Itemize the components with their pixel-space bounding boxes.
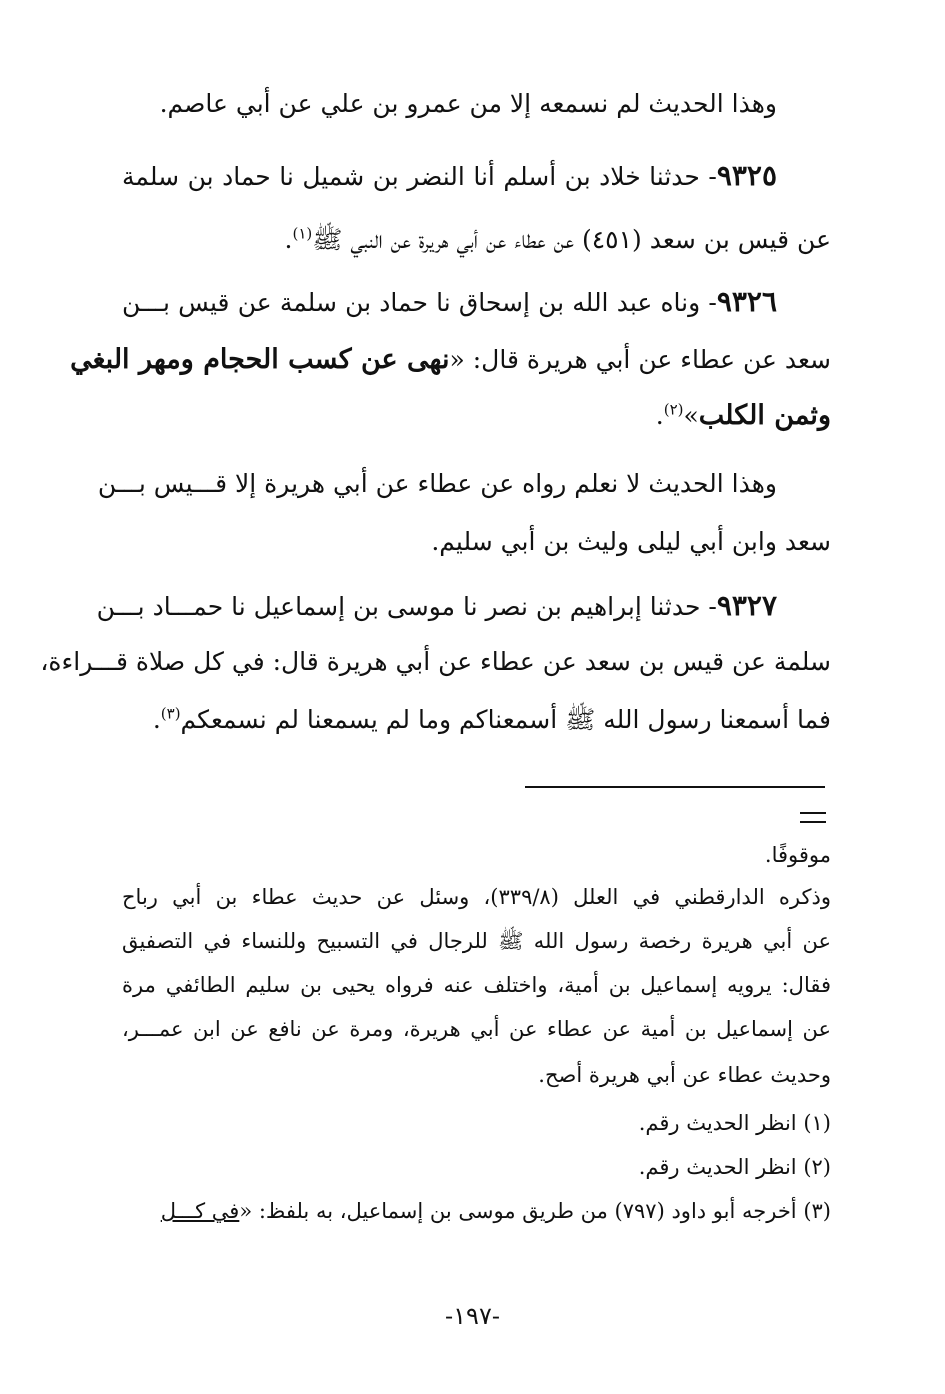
footnote-text: (١) انظر الحديث رقم. <box>638 1111 831 1135</box>
hadith-9327-line-2 <box>40 642 831 682</box>
hadith-matn-bold: وثمن الكلب <box>698 400 831 431</box>
footnote-text: فقال: يرويه إسماعيل بن أمية، واختلف عنه فرواه يحيى بن سليم الطائفي مرة <box>122 973 831 997</box>
hadith-text: فما أسمعنا رسول الله ﷺ أسمعناكم وما لم يسمعنا لم نسمعكم <box>180 705 831 734</box>
hadith-text: سعد عن عطاء عن أبي هريرة قال: « <box>449 345 831 374</box>
hadith-text: سلمة عن قيس بن سعد عن عطاء عن أبي هريرة قال: في كل صلاة قـــراءة، <box>40 647 831 676</box>
footnote-cont-line-3 <box>122 968 831 1002</box>
footnote-text: وذكره الدارقطني في العلل (٣٣٩/٨)، وسئل عن حديث عطاء بن أبي رباح <box>122 885 831 909</box>
hadith-matn-bold: نهى عن كسب الحجام ومهر البغي <box>70 344 450 375</box>
intro-text: وهذا الحديث لم نسمعه إلا من عمرو بن علي عن أبي عاصم. <box>159 89 777 118</box>
hadith-text: - حدثنا خلاد بن أسلم أنا النضر بن شميل نا حماد بن سلمة <box>122 162 717 191</box>
footnote-text: (٣) أخرجه أبو داود (٧٩٧) من طريق موسى بن إسماعيل، به بلفظ: « <box>239 1199 831 1223</box>
comment-text: سعد وابن أبي ليلى وليث بن أبي سليم. <box>431 527 831 556</box>
footnote-text: عن أبي هريرة رخصة رسول الله ﷺ للرجال في التسبيح وللنساء في التصفيق <box>122 929 831 953</box>
footnote-text: وحديث عطاء عن أبي هريرة أصح. <box>538 1063 831 1087</box>
hadith-9326-line-3 <box>122 396 831 436</box>
footnote-text: موقوفًا. <box>764 843 831 867</box>
intro-line <box>122 84 777 124</box>
quote-close: » <box>683 401 699 430</box>
footnote-continued <box>122 838 831 872</box>
hadith-text: - وناه عبد الله بن إسحاق نا حماد بن سلمة عن قيس بـــن <box>122 288 717 317</box>
comment-line-2 <box>122 522 831 562</box>
footnote-2 <box>122 1150 831 1184</box>
footnote-3 <box>122 1194 831 1228</box>
continuation-mark <box>800 812 826 823</box>
punctuation: . <box>284 225 293 254</box>
footnote-cont-line-5 <box>122 1058 831 1092</box>
hadith-text: - حدثنا إبراهيم بن نصر نا موسى بن إسماعيل نا حمـــاد بـــن <box>96 592 717 621</box>
hadith-number: ٩٣٢٦ <box>716 285 777 318</box>
punctuation: . <box>655 401 664 430</box>
hadith-number: ٩٣٢٧ <box>716 589 777 622</box>
punctuation: . <box>152 705 161 734</box>
hadith-9325-line-1 <box>122 156 777 197</box>
footnote-marker: (٣) <box>160 704 181 723</box>
hadith-9327-line-3 <box>122 700 831 740</box>
hadith-9326-line-2 <box>70 340 831 380</box>
hadith-text: عن قيس بن سعد (٤٥١) عن عطاء عن أبي هريرة عن النبي ﷺ <box>312 225 831 254</box>
hadith-9325-line-2 <box>122 220 831 260</box>
footnote-text: عن إسماعيل بن أمية عن عطاء عن أبي هريرة، ومرة عن نافع عن ابن عمـــر، <box>122 1017 831 1041</box>
footnote-cont-line-1 <box>122 880 831 914</box>
footnote-marker: (٢) <box>663 400 684 419</box>
page-number: -١٩٧- <box>445 1302 500 1330</box>
footnote-cont-line-2 <box>122 924 831 958</box>
footnote-text: (٢) انظر الحديث رقم. <box>638 1155 831 1179</box>
comment-text: وهذا الحديث لا نعلم رواه عن عطاء عن أبي هريرة إلا قـــيس بـــن <box>97 469 777 498</box>
footnote-separator <box>525 786 825 788</box>
hadith-9326-line-1 <box>122 282 777 323</box>
footnote-cont-line-4 <box>122 1012 831 1046</box>
comment-line-1 <box>97 464 777 504</box>
footnote-continues-text: في كـــل <box>160 1199 240 1223</box>
hadith-number: ٩٣٢٥ <box>716 159 777 192</box>
hadith-9327-line-1 <box>96 586 777 627</box>
footnote-1 <box>122 1106 831 1140</box>
footnote-marker: (١) <box>292 224 313 243</box>
